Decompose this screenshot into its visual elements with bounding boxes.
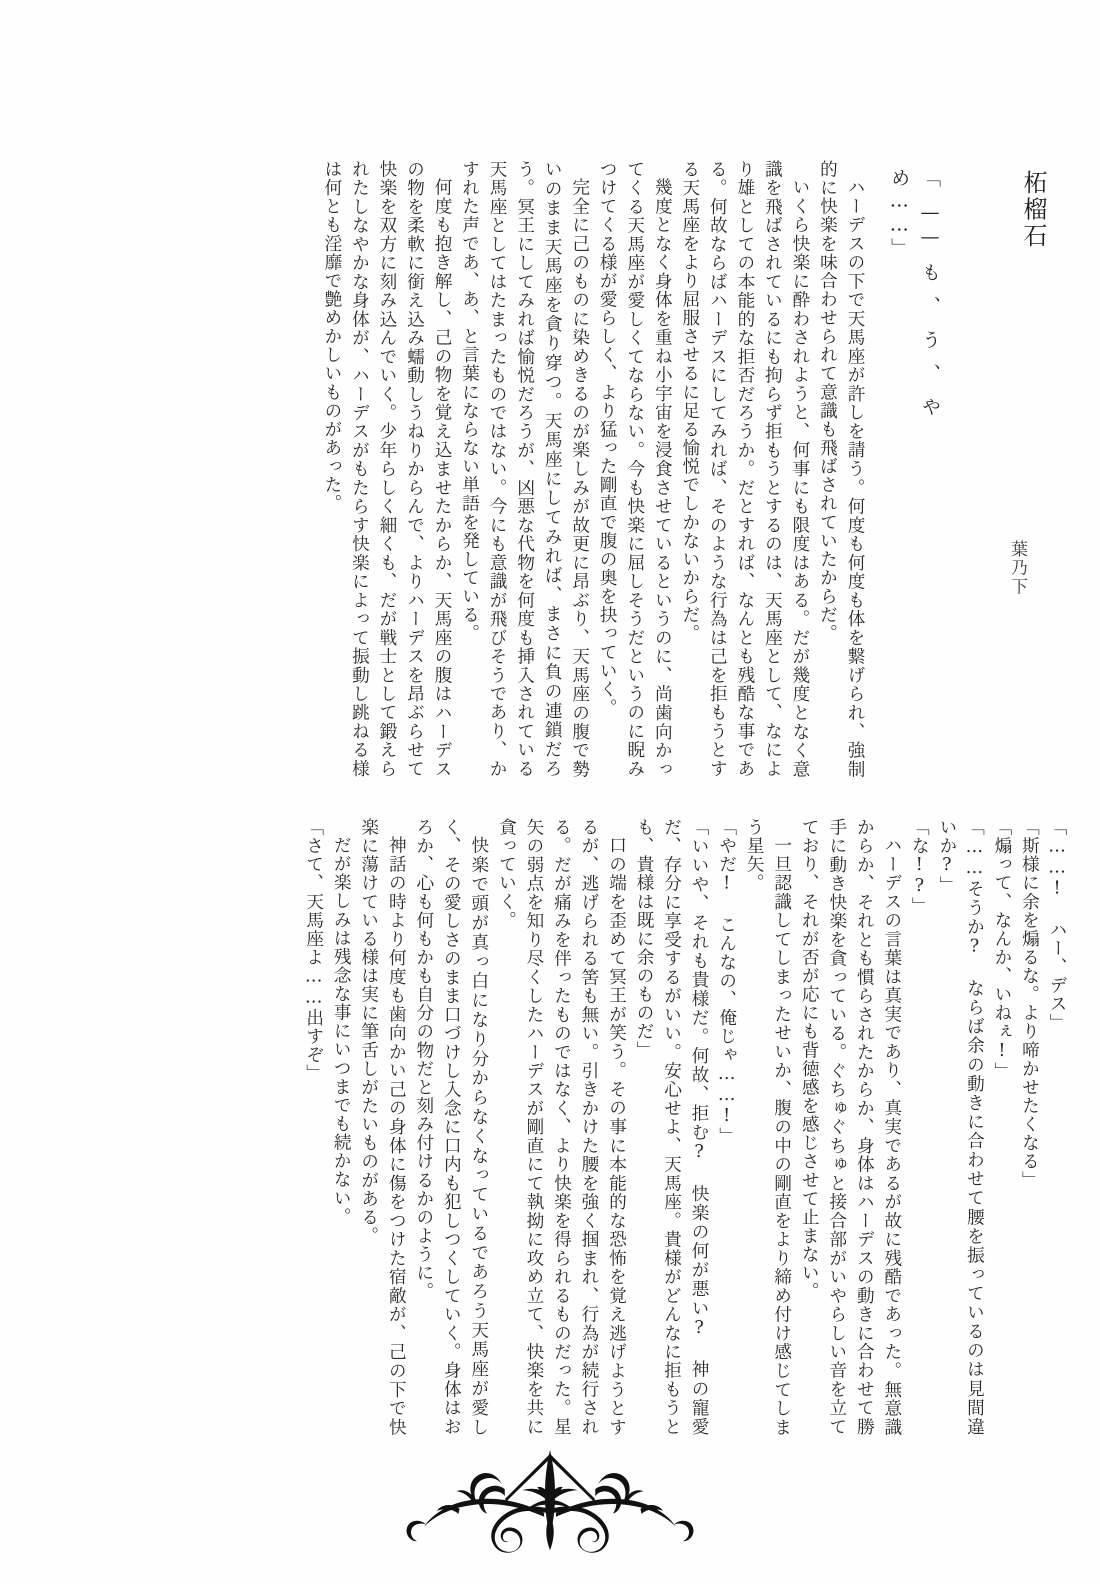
body-text-upper — [86, 160, 868, 778]
paragraph: 何度も抱き解し、己の物を覚え込ませたからか、天馬座の腹はハーデスの物を柔軟に銜え込み蠕動しうねりからんで、よりハーデスを昂ぶらせて快楽を双方に刻み込んでいく。少年らしく細くも、だが戦士として鍛えられたしなやかな身体が、ハーデスがもたらす快楽によって振動し跳ねる様は何とも淫靡で艶めかしいものがあった。 — [321, 160, 453, 778]
body-text-lower — [86, 818, 1070, 1436]
paragraph: 「な!?」 — [909, 818, 930, 916]
paragraph: 「……そうか? ならば余の動きに合わせて腰を振っているのは見間違いか?」 — [936, 818, 985, 1436]
paragraph: 口の端を歪めて冥王が笑う。その事に本能的な恐怖を覚え逃げようとするが、逃げられる筈も無い。引きかけた腰を強く掴まれ、行為が続行される。だが痛みを伴ったものではなく、より快楽を得られるものだった。星矢の弱点を知り尽くしたハーデスが剛直にて執拗に攻め立て、快楽を共に貪っていく。 — [496, 818, 627, 1436]
paragraph: 快楽で頭が真っ白になり分からなくなっているであろう天馬座が愛しく、その愛しさのまま口づけし入念に口内も犯しつくしていく。身体はおろか、心も何もかも自分の物だと刻み付けるかのように。 — [413, 818, 489, 1436]
paragraph: 幾度となく身体を重ね小宇宙を浸食させているというのに、尚歯向かってくる天馬座が愛しくてならない。今も快楽に屈しそうだというのに睨みつけてくる様が愛らしく、より猛った剛直で腹の奥を抉っていく。 — [597, 160, 673, 778]
floral-ornament-icon — [400, 1444, 700, 1562]
paragraph: ハーデスの下で天馬座が許しを請う。何度も何度も体を繋げられ、強制的に快楽を味合わせられて意識も飛ばされていたからだ。 — [817, 160, 865, 778]
paragraph: 完全に己のものに染めきるのが楽しみが故更に昂ぶり、天馬座の腹で勢いのまま天馬座を貪り穿つ。天馬座にしてみれば、まさに負の連鎖だろう。冥王にしてみれば愉悦だろうが、凶悪な代物を何度も挿入されている天馬座としてはたまったものではない。今にも意識が飛びそうであり、かすれた声であ、あ、と言葉にならない単語を発している。 — [459, 160, 590, 778]
opening-quote-line: 「——も、う、やめ……」 — [888, 168, 941, 418]
paragraph: 「……! ハー、デス」 — [1047, 818, 1067, 1032]
paragraph: 「煽って、なんか、いねぇ!」 — [991, 818, 1012, 1081]
paragraph: だが楽しみは残念な事にいつまでも続かない。 — [331, 835, 352, 1226]
paragraph: 神話の時より何度も歯向かい己の身体に傷をつけた宿敵が、己の下で快楽に蕩けている様は実に筆舌しがたいものがある。 — [358, 818, 407, 1436]
paragraph: 「やだ! こんなの、俺じゃ……!」 — [716, 818, 737, 1146]
paragraph: 「斯様に余を煽るな。より啼かせたくなる」 — [1019, 818, 1040, 1190]
paragraph: いくら快楽に酔わされようと、何事にも限度はある。だが幾度となく意識を飛ばされているにも拘らず拒もうとするのは、天馬座として、なにより雄としての本能的な拒否だろうか。だとすれば、なんとも残酷な事である。何故ならばハーデスにしてみれば、そのような行為は己を拒もうとする天馬座をより屈服させるに足る愉悦でしかないからだ。 — [679, 160, 810, 778]
paragraph: 一旦認識してしまったせいか、腹の中の剛直をより締め付け感じてしまう星矢。 — [744, 818, 792, 1436]
paragraph: 「いいや、それも貴様だ。何故、拒む? 快楽の何が悪い? 神の寵愛だ、存分に享受するがいい。安心せよ、天馬座。貴様がどんなに拒もうとも、貴様は既に余のものだ」 — [634, 818, 710, 1436]
page-title: 柘榴石 — [1019, 170, 1047, 250]
paragraph: 「さて、天馬座よ……出すぞ」 — [303, 818, 324, 1083]
paragraph: ハーデスの言葉は真実であり、真実であるが故に残酷であった。無意識からか、それとも慣らされたからか、身体はハーデスの動きに合わせて勝手に動き快楽を貪っている。ぐちゅぐちゅと接合部がいやらしい音を立てており、それが否が応にも背徳感を感じさせて止まない。 — [799, 818, 902, 1436]
author-name: 葉乃下 — [1007, 540, 1027, 597]
